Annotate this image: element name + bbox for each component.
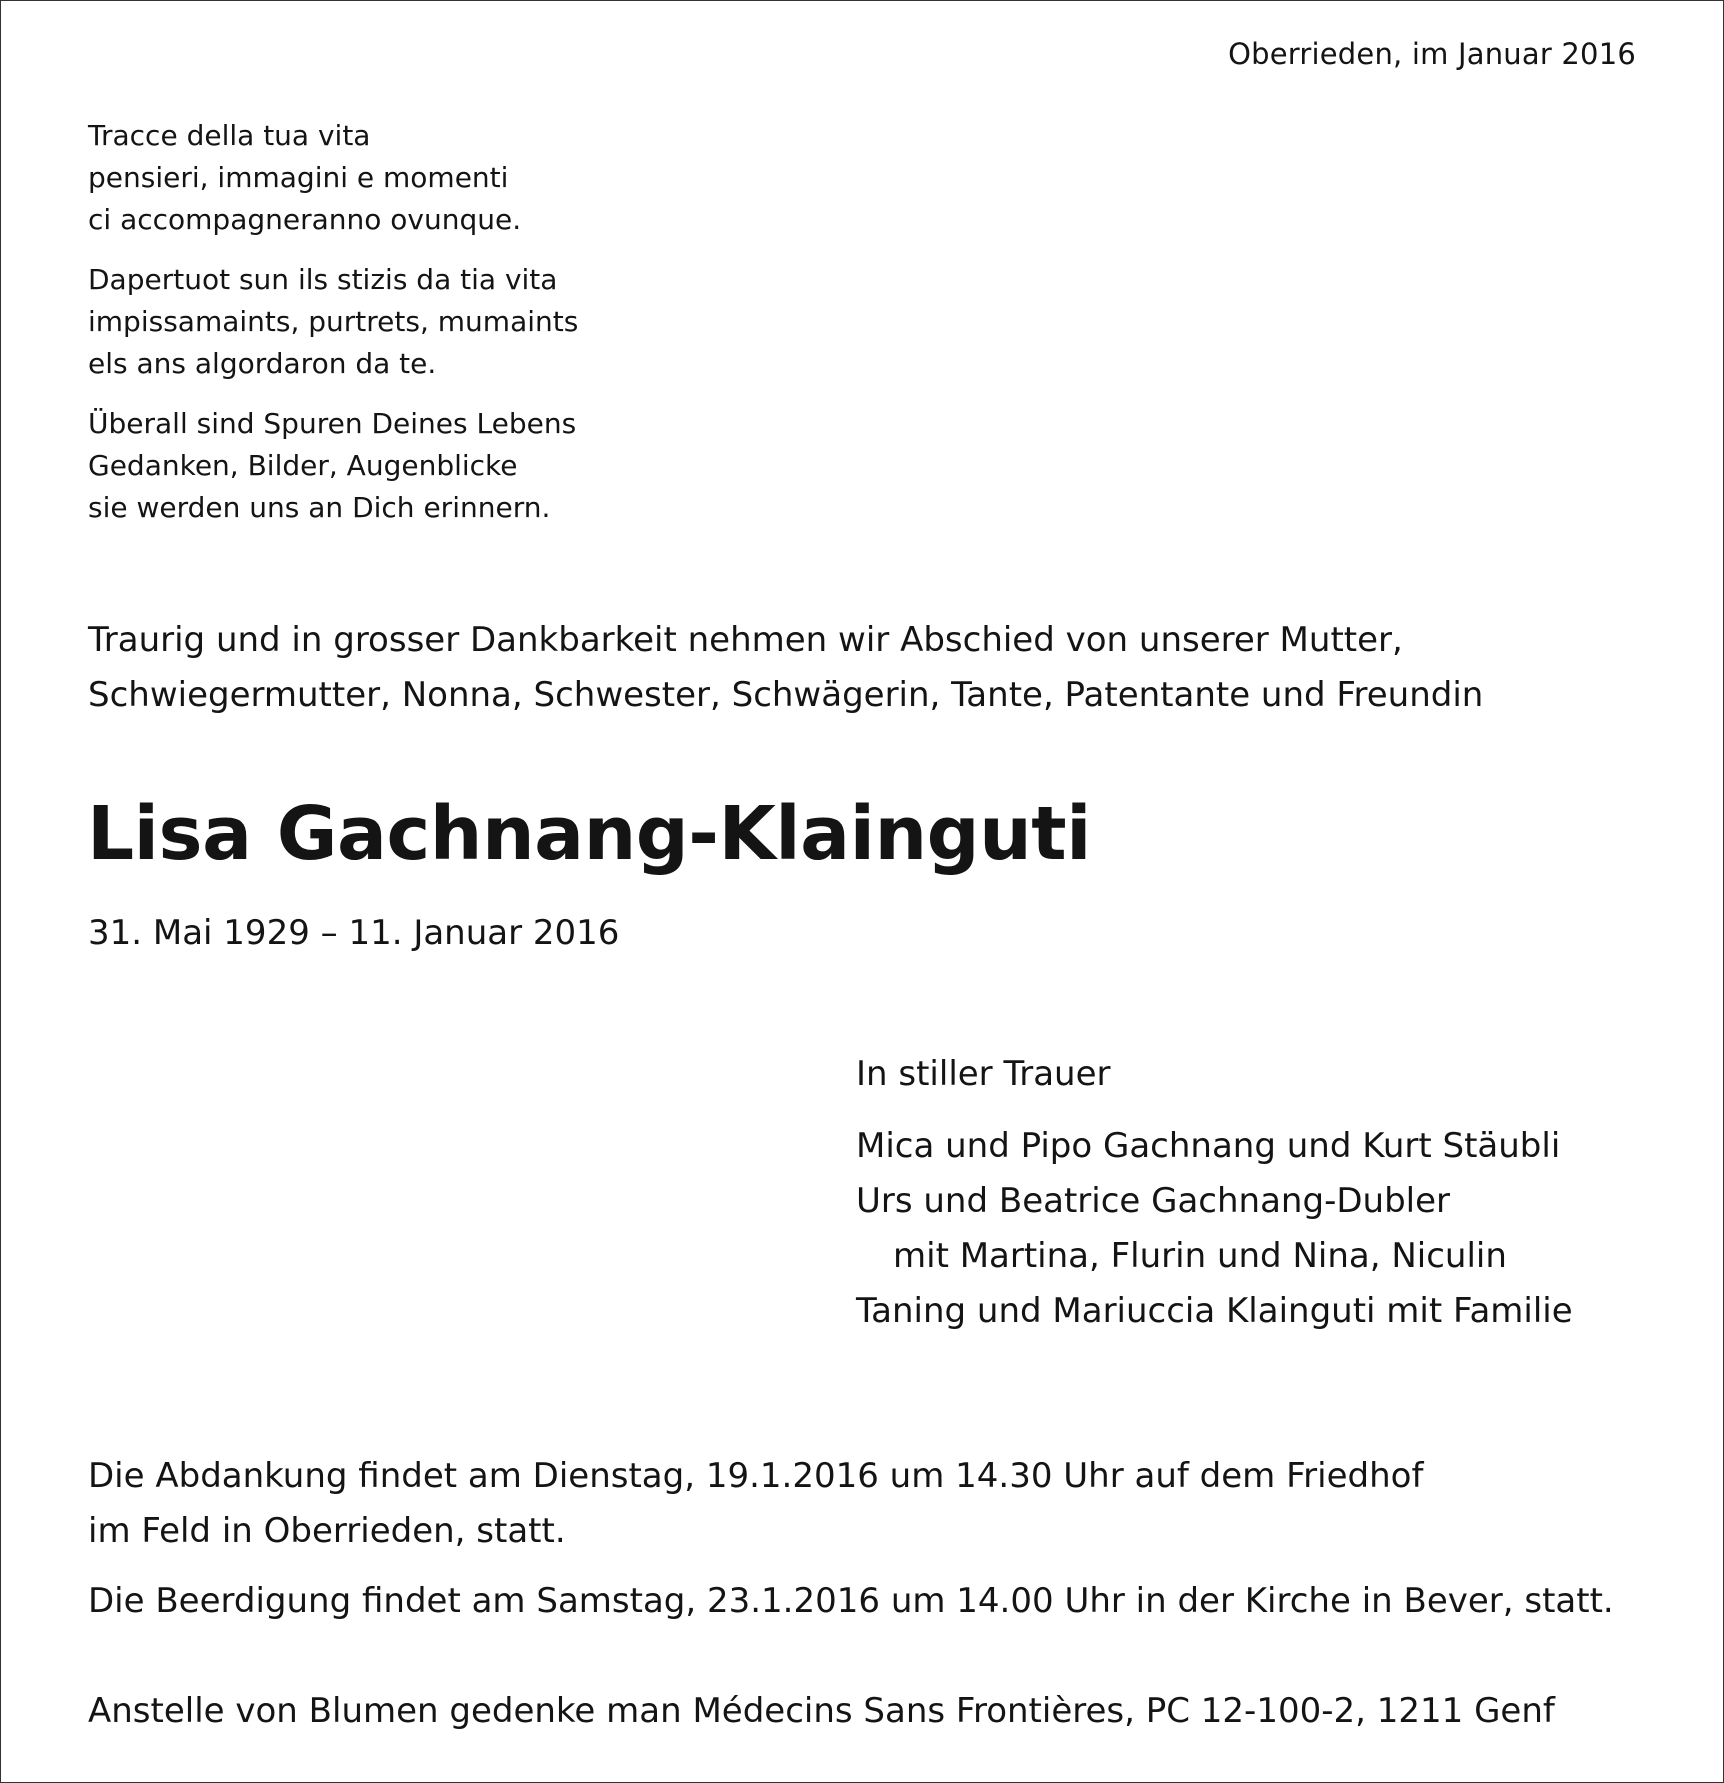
- intro-line: Traurig und in grosser Dankbarkeit nehmen wir Abschied von unserer Mutter,: [88, 620, 1403, 660]
- poems: [88, 115, 578, 547]
- mourner-line: Urs und Beatrice Gachnang-Dubler: [856, 1181, 1450, 1221]
- poem-line: sie werden uns an Dich erinnern.: [88, 491, 551, 524]
- mourner-line: mit Martina, Flurin und Nina, Niculin: [893, 1236, 1507, 1276]
- beerdigung-notice: [88, 1574, 1614, 1629]
- poem-italian: [88, 115, 578, 241]
- mourner-line: Mica und Pipo Gachnang und Kurt Stäubli: [856, 1126, 1561, 1166]
- poem-line: ci accompagneranno ovunque.: [88, 203, 522, 236]
- deceased-name: Lisa Gachnang-Klainguti: [87, 791, 1092, 877]
- poem-romansh: [88, 259, 578, 385]
- mourner-line: Taning und Mariuccia Klainguti mit Familie: [856, 1291, 1573, 1331]
- poem-german: [88, 403, 578, 529]
- poem-line: impissamaints, purtrets, mumaints: [88, 305, 579, 338]
- poem-line: pensieri, immagini e momenti: [88, 161, 509, 194]
- intro-line: Schwiegermutter, Nonna, Schwester, Schwägerin, Tante, Patentante und Freundin: [88, 675, 1484, 715]
- beerdigung-line: Die Beerdigung findet am Samstag, 23.1.2016 um 14.00 Uhr in der Kirche in Bever, statt.: [88, 1581, 1614, 1621]
- mourners-block: [856, 1049, 1573, 1339]
- farewell-intro: [88, 613, 1483, 723]
- donation-note: Anstelle von Blumen gedenke man Médecins Sans Frontières, PC 12-100-2, 1211 Genf: [88, 1691, 1555, 1731]
- poem-line: els ans algordaron da te.: [88, 347, 437, 380]
- life-dates: 31. Mai 1929 – 11. Januar 2016: [88, 913, 620, 953]
- poem-line: Tracce della tua vita: [88, 119, 371, 152]
- poem-line: Gedanken, Bilder, Augenblicke: [88, 449, 518, 482]
- poem-line: Überall sind Spuren Deines Lebens: [88, 407, 577, 440]
- abdankung-line: Die Abdankung findet am Dienstag, 19.1.2016 um 14.30 Uhr auf dem Friedhof: [88, 1456, 1424, 1496]
- abdankung-line: im Feld in Oberrieden, statt.: [88, 1511, 566, 1551]
- poem-line: Dapertuot sun ils stizis da tia vita: [88, 263, 558, 296]
- place-date: Oberrieden, im Januar 2016: [1228, 37, 1636, 71]
- mourners-heading: In stiller Trauer: [856, 1054, 1111, 1094]
- services-info: [88, 1449, 1614, 1644]
- abdankung-notice: [88, 1449, 1614, 1559]
